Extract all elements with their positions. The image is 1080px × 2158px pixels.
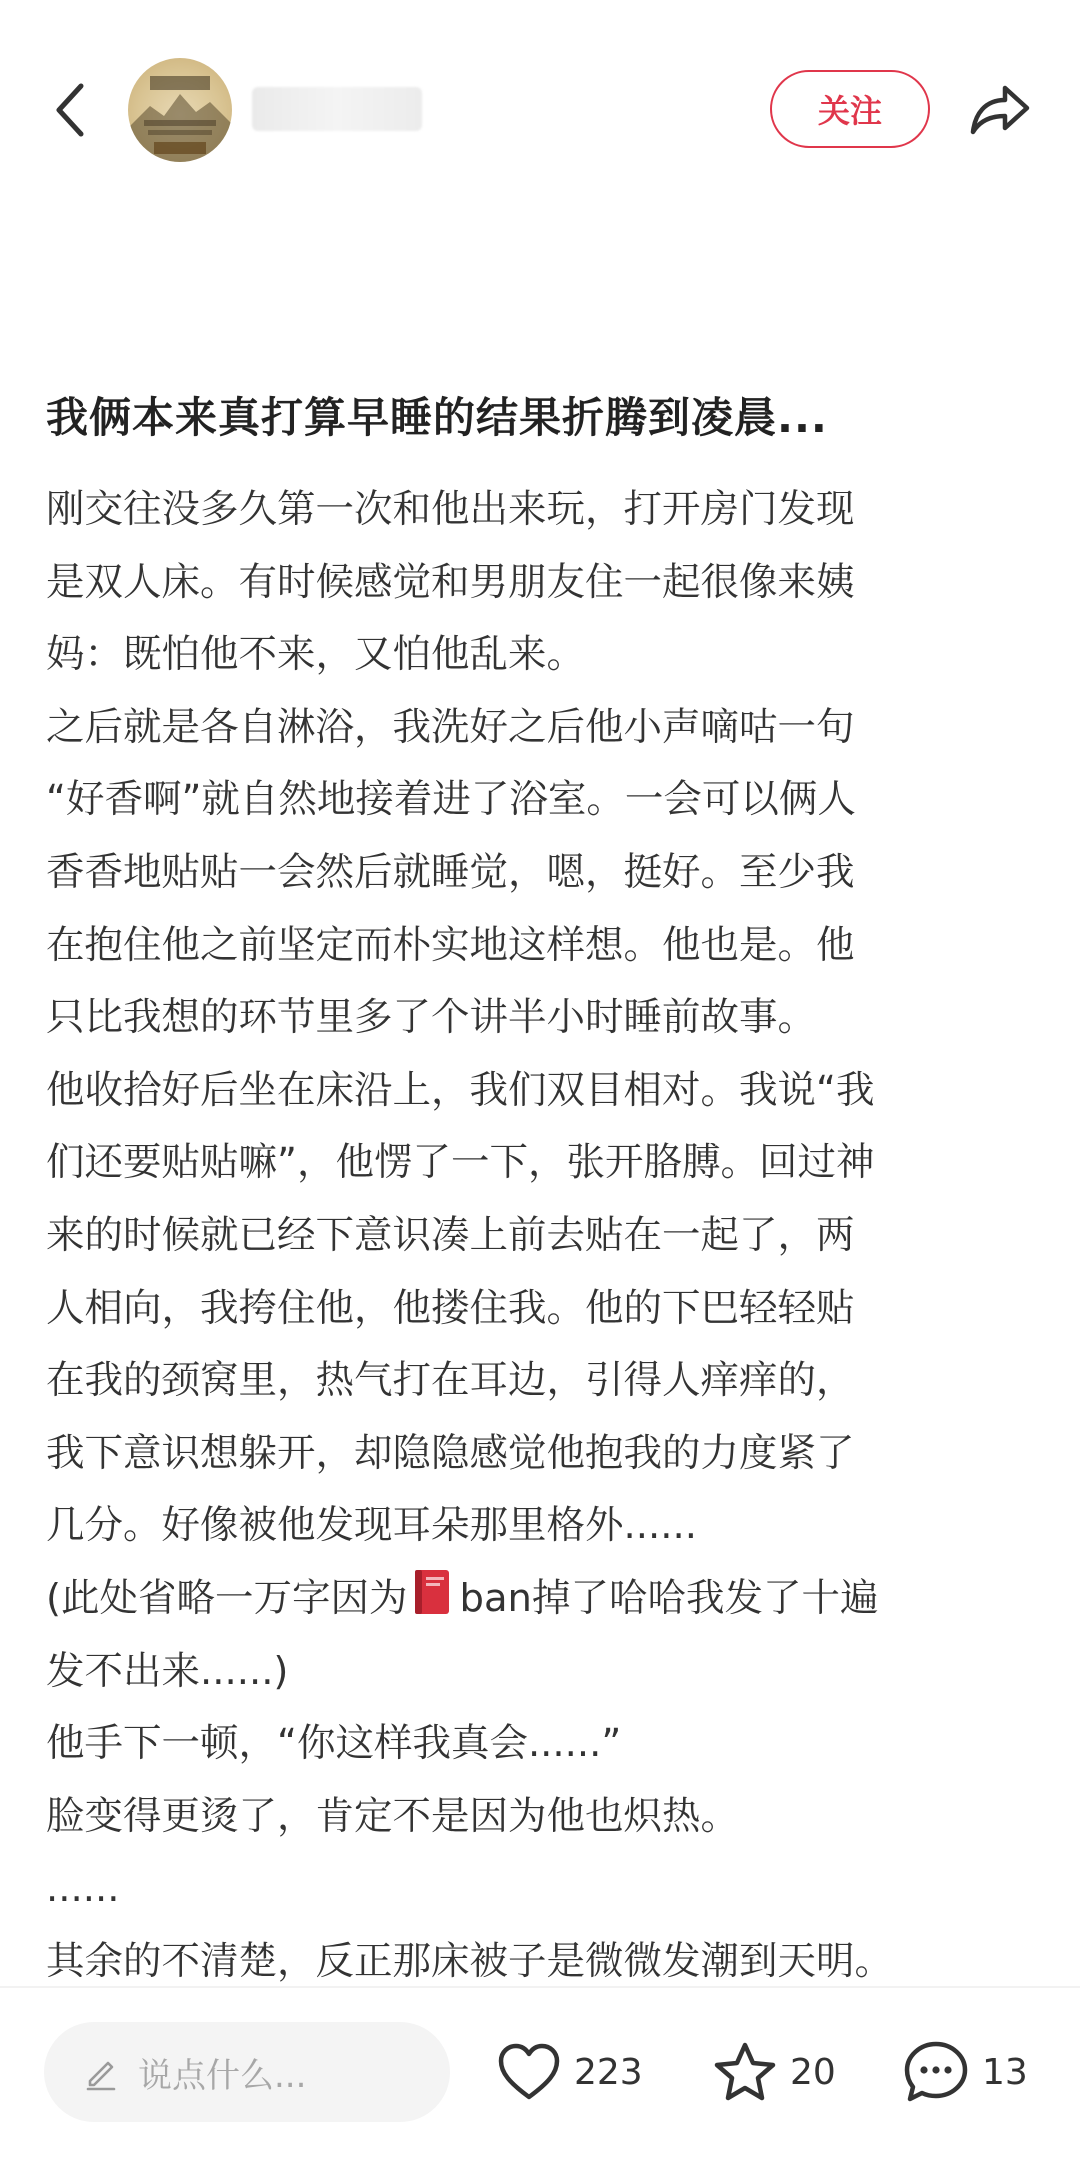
post-line: 来的时候就已经下意识凑上前去贴在一起了，两 <box>46 1212 855 1258</box>
collect-button[interactable] <box>712 2026 836 2118</box>
post-line: 几分。好像被他发现耳朵那里格外...... <box>46 1503 697 1549</box>
post-line: “好香啊”就自然地接着进了浴室。一会可以俩人 <box>46 777 856 823</box>
post-line-with-icon <box>46 1563 1046 1636</box>
share-button[interactable] <box>965 77 1035 141</box>
username-blurred[interactable] <box>252 87 422 131</box>
comment-button[interactable] <box>902 2026 1028 2118</box>
post-line-part: ban掉了哈哈我发了十遍 <box>459 1575 879 1621</box>
post-line: 香香地贴贴一会然后就睡觉，嗯，挺好。至少我 <box>46 849 855 895</box>
comment-input[interactable] <box>44 2022 450 2122</box>
post-line: 们还要贴贴嘛”，他愣了一下，张开胳膊。回过神 <box>46 1140 875 1186</box>
post-title: 我俩本来真打算早睡的结果折腾到凌晨... <box>46 393 828 442</box>
red-book-icon <box>412 1567 452 1617</box>
comment-count: 13 <box>982 2051 1028 2093</box>
pencil-icon <box>82 2053 120 2091</box>
post-line: 其余的不清楚，反正那床被子是微微发潮到天明。 <box>46 1938 894 1984</box>
heart-icon <box>496 2042 562 2102</box>
collect-count: 20 <box>790 2051 836 2093</box>
like-button[interactable] <box>496 2026 643 2118</box>
post-line-part: (此处省略一万字因为 <box>46 1575 408 1621</box>
post-line: 在我的颈窝里，热气打在耳边，引得人痒痒的， <box>46 1358 855 1404</box>
post-line: 妈：既怕他不来，又怕他乱来。 <box>46 632 586 678</box>
star-icon <box>712 2040 778 2104</box>
bottom-divider <box>0 1986 1080 1988</box>
post-body <box>46 474 1046 1998</box>
chevron-left-icon <box>53 82 87 138</box>
post-line: 他收拾好后坐在床沿上，我们双目相对。我说“我 <box>46 1067 875 1113</box>
avatar[interactable] <box>128 58 232 162</box>
comment-bubble-icon <box>902 2039 970 2105</box>
avatar-image <box>128 58 232 162</box>
post-line: 发不出来......) <box>46 1648 289 1694</box>
post-line: 脸变得更烫了，肯定不是因为他也炽热。 <box>46 1793 740 1839</box>
post-line: 是双人床。有时候感觉和男朋友住一起很像来姨 <box>46 559 855 605</box>
follow-button[interactable]: 关注 <box>770 70 930 148</box>
post-line: 之后就是各自淋浴，我洗好之后他小声嘀咕一句 <box>46 704 855 750</box>
post-line: 他手下一顿，“你这样我真会......” <box>46 1721 622 1767</box>
share-arrow-icon <box>969 82 1031 136</box>
top-bar <box>0 55 1080 165</box>
like-count: 223 <box>574 2051 643 2093</box>
comment-placeholder: 说点什么... <box>138 2055 307 2096</box>
post-line: 人相向，我挎住他，他搂住我。他的下巴轻轻贴 <box>46 1285 855 1331</box>
post-line: 只比我想的环节里多了个讲半小时睡前故事。 <box>46 995 817 1041</box>
post-line: ...... <box>46 1866 120 1912</box>
post-line: 在抱住他之前坚定而朴实地这样想。他也是。他 <box>46 922 855 968</box>
post-line: 刚交往没多久第一次和他出来玩，打开房门发现 <box>46 487 855 532</box>
back-button[interactable] <box>40 75 100 145</box>
post-line: 我下意识想躲开，却隐隐感觉他抱我的力度紧了 <box>46 1430 855 1476</box>
